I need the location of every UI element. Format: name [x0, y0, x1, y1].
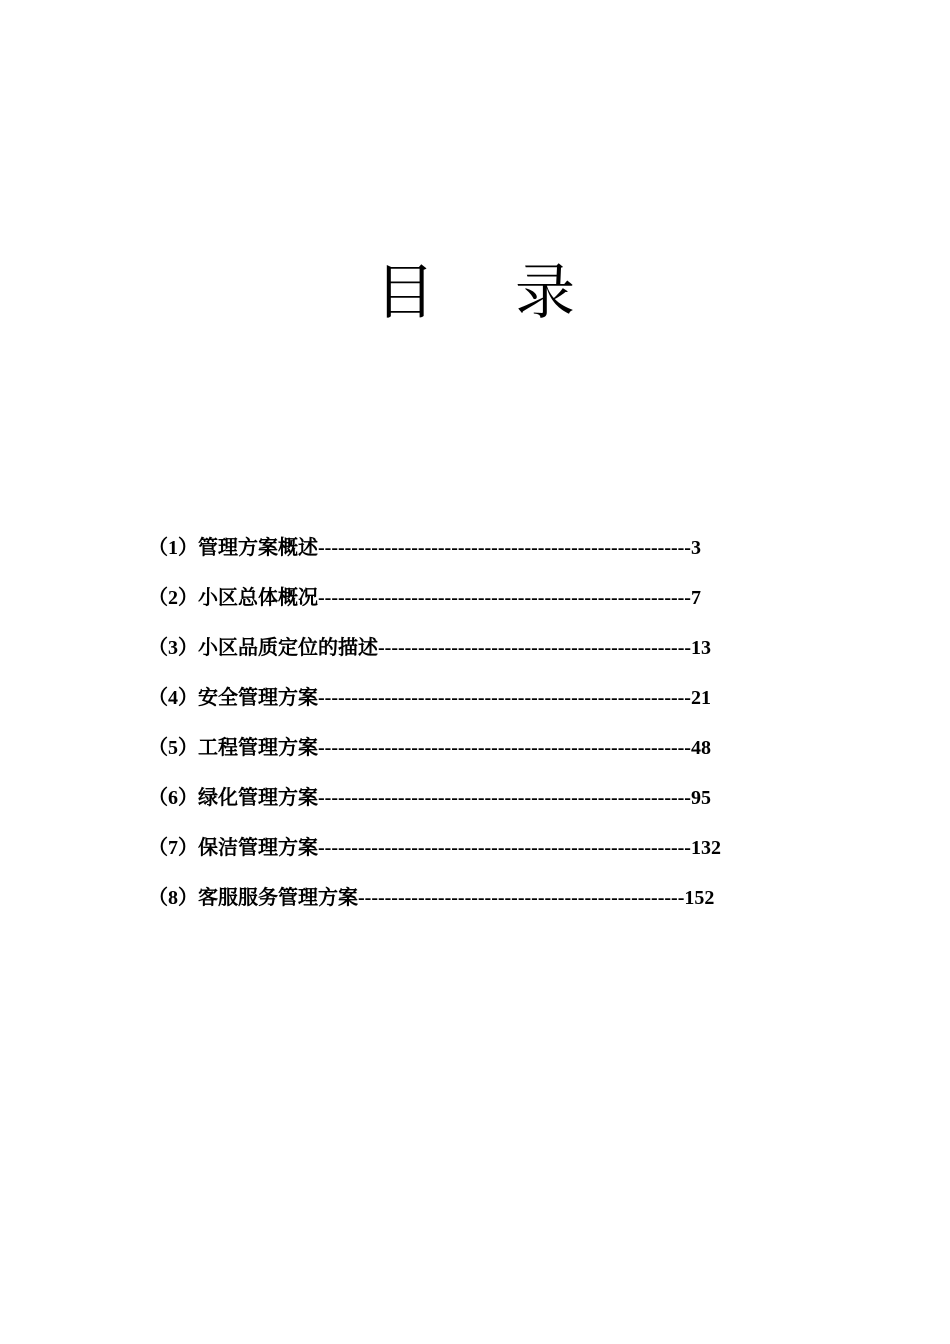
toc-entry-label: 工程管理方案 [198, 737, 318, 759]
toc-entry-6[interactable] [148, 780, 848, 830]
title-char-2: 录 [515, 258, 575, 328]
toc-entry-page: 48 [690, 737, 711, 759]
toc-entry-7[interactable] [148, 830, 848, 880]
title-char-1: 目 [375, 258, 435, 328]
toc-entry-leader: -------------------------------------------------------- [318, 687, 691, 709]
toc-entry-page: 152 [684, 887, 715, 909]
toc-entry-number: （3） [148, 637, 198, 659]
toc-entry-page: 7 [690, 587, 701, 609]
page-title [0, 258, 950, 328]
toc-entry-8[interactable] [148, 880, 848, 930]
toc-entry-number: （1） [148, 537, 198, 559]
toc-entry-leader: -------------------------------------------------------- [318, 837, 691, 859]
toc-entry-leader: -------------------------------------------------------- [318, 737, 691, 759]
table-of-contents [148, 530, 848, 930]
toc-entry-number: （5） [148, 737, 198, 759]
toc-entry-label: 管理方案概述 [198, 537, 318, 559]
toc-entry-label: 小区品质定位的描述 [198, 637, 378, 659]
toc-entry-3[interactable] [148, 630, 848, 680]
toc-entry-5[interactable] [148, 730, 848, 780]
toc-entry-page: 132 [690, 837, 721, 859]
toc-entry-number: （8） [148, 887, 198, 909]
toc-entry-label: 小区总体概况 [198, 587, 318, 609]
toc-entry-page: 3 [690, 537, 701, 559]
toc-entry-leader: -------------------------------------------------------- [318, 787, 691, 809]
toc-entry-page: 13 [691, 637, 712, 659]
toc-entry-2[interactable] [148, 580, 848, 630]
toc-entry-label: 保洁管理方案 [198, 837, 318, 859]
toc-entry-label: 安全管理方案 [198, 687, 318, 709]
toc-entry-number: （6） [148, 787, 198, 809]
toc-entry-leader: -------------------------------------------------------- [318, 537, 691, 559]
toc-entry-label: 客服服务管理方案 [198, 887, 358, 909]
toc-entry-leader: -------------------------------------------------------- [318, 587, 691, 609]
toc-entry-number: （2） [148, 587, 198, 609]
toc-entry-leader: ------------------------------------------------- [358, 887, 685, 909]
toc-entry-number: （7） [148, 837, 198, 859]
toc-entry-label: 绿化管理方案 [198, 787, 318, 809]
toc-entry-number: （4） [148, 687, 198, 709]
toc-entry-page: 21 [690, 687, 711, 709]
toc-entry-1[interactable] [148, 530, 848, 580]
toc-entry-leader: ----------------------------------------------- [378, 637, 692, 659]
toc-entry-page: 95 [690, 787, 711, 809]
toc-entry-4[interactable] [148, 680, 848, 730]
